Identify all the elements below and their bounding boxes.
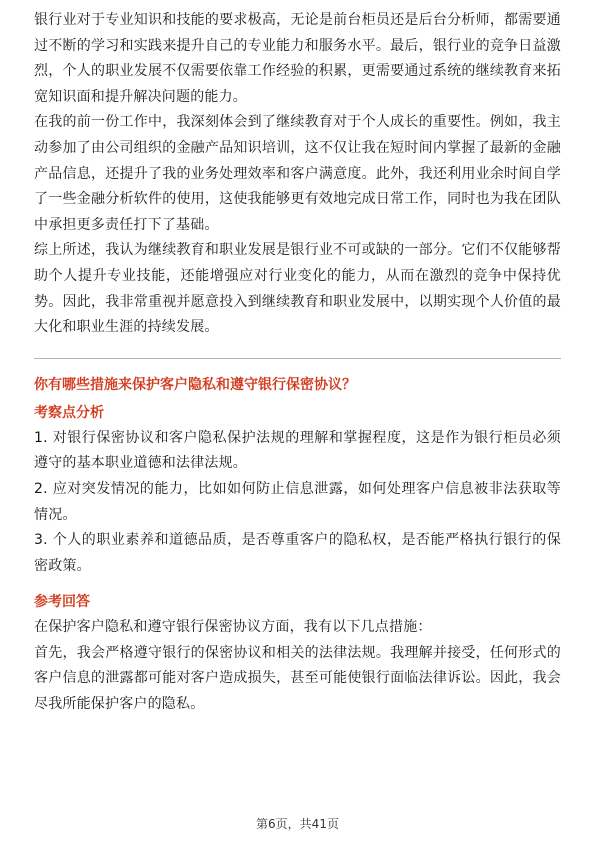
answer-title: 参考回答 [34,594,90,611]
intro-paragraph-1: 银行业对于专业知识和技能的要求极高，无论是前台柜员还是后台分析师，都需要通过不断的学习和实践来提升自己的专业能力和服务水平。最后，银行业的竞争日益激烈，个人的职业发展不仅需要依靠工作经验的积累，更需要通过系统的继续教育来拓宽知识面和提升解决问题的能力。 [34,12,561,105]
answer-paragraph-1: 在保护客户隐私和遵守银行保密协议方面，我有以下几点措施： [34,619,432,636]
page-footer: 第6页，共41页 [256,817,339,831]
intro-paragraph-3: 综上所述，我认为继续教育和职业发展是银行业不可或缺的一部分。它们不仅能够帮助个人提升专业技能，还能增强应对行业变化的能力，从而在激烈的竞争中保持优势。因此，我非常重视并愿意投入到继续教育和职业发展中，以期实现个人价值的最大化和职业生涯的持续发展。 [34,242,561,336]
spacer [34,579,561,589]
analysis-point-1: 1. 对银行保密协议和客户隐私保护法规的理解和掌握程度，这是作为银行柜员必须遵守的基本职业道德和法律法规。 [34,429,561,472]
analysis-point-2: 2. 应对突发情况的能力，比如如何防止信息泄露，如何处理客户信息被非法获取等情况。 [34,480,561,523]
analysis-point-3: 3. 个人的职业素养和道德品质，是否尊重客户的隐私权，是否能严格执行银行的保密政策。 [34,532,561,574]
section-divider [34,358,561,359]
document-page [34,8,561,718]
answer-paragraph-2: 首先，我会严格遵守银行的保密协议和相关的法律法规。我理解并接受，任何形式的客户信息的泄露都可能对客户造成损失，甚至可能使银行面临法律诉讼。因此，我会尽我所能保护客户的隐私。 [34,644,561,713]
analysis-title: 考察点分析 [34,404,104,421]
interview-question: 你有哪些措施来保护客户隐私和遵守银行保密协议？ [34,376,356,393]
intro-paragraph-2: 在我的前一份工作中，我深刻体会到了继续教育对于个人成长的重要性。例如，我主动参加了由公司组织的金融产品知识培训，这不仅让我在短时间内掌握了最新的金融产品信息，还提升了我的业务处理效率和客户满意度。此外，我还利用业余时间自学了一些金融分析软件的使用，这使我能够更有效地完成日常工作，同时也为我在团队中承担更多责任打下了基础。 [34,114,561,233]
